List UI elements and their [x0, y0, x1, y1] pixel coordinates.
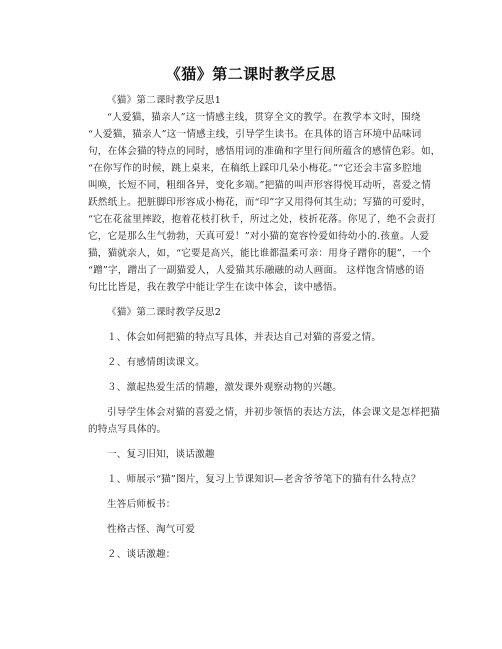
paragraph-line: “蹭”字，蹭出了一副猫爱人，人爱猫其乐融融的动人画面。 这样饱含情感的语 — [88, 265, 425, 276]
board-text: 性格古怪、淘气可爱 — [107, 524, 196, 535]
section2-heading: 《猫》第二课时教学反思2 — [107, 307, 222, 318]
goal-item: ３、激起热爱生活的情趣，激发课外观察动物的兴趣。 — [107, 382, 343, 393]
paragraph-line: “在你写作的时候，跳上桌来，在稿纸上踩印几朵小梅花。”“它还会丰富多腔地 — [88, 163, 422, 174]
paragraph-line: “人爱猫，猫亲人”这一情感主线，引导学生读书。在具体的语言环境中品味词 — [88, 129, 422, 140]
document-body — [88, 92, 441, 563]
paragraph-line: “它在花盆里摔跤，抱着花枝打秋千，所过之处，枝折花落。你见了，绝不会责打 — [88, 214, 436, 225]
paragraph-line: 猫，猫就亲人，如，“它要是高兴，能比谁都温柔可亲：用身子蹭你的腿”，一个 — [88, 248, 432, 259]
document-title: 《猫》第二课时教学反思 — [165, 65, 337, 83]
answer-label: 生答后师板书： — [107, 499, 176, 510]
paragraph-line: 句，在体会猫的特点的同时，感悟用词的准确和字里行间所蕴含的感情色彩。如， — [88, 146, 441, 157]
step1-item: ２、谈话激趣： — [107, 549, 176, 560]
section1-paragraph — [88, 109, 441, 296]
paragraph-line: 的特点写具体的。 — [88, 424, 167, 435]
goal-item: ２、有感情朗读课文。 — [107, 357, 205, 368]
paragraph-line: 引导学生体会对猫的喜爱之情，并初步领悟的表达方法，体会课文是怎样把猫 — [107, 407, 440, 418]
step1-item: １、师展示“猫”图片，复习上节课知识—老舍爷爷笔下的猫有什么特点？ — [107, 474, 421, 485]
paragraph-line: “人爱猫，猫亲人”这一情感主线，贯穿全文的教学。在教学本文时，围绕 — [107, 112, 421, 123]
paragraph-line: 跃然纸上。把脏脚印形容成小梅花，而“印”字又用得何其生动；写猫的可爱时， — [88, 197, 432, 208]
guide-paragraph — [88, 404, 440, 438]
paragraph-line: 它，它是那么生气勃勃，天真可爱！”对小猫的宽容怜爱如待幼小的.孩童。人爱 — [88, 231, 430, 242]
paragraph-line: 句比比皆是，我在教学中能让学生在读中体会，读中感悟。 — [88, 282, 343, 293]
paragraph-line: 叫唤，长短不同，粗细各异，变化多端。”把猫的叫声形容得悦耳动听，喜爱之情 — [88, 180, 432, 191]
step1-heading: 一、复习旧知，谈话激趣 — [107, 449, 215, 460]
section1-heading: 《猫》第二课时教学反思1 — [107, 95, 222, 106]
goal-item: １、体会如何把猫的特点写具体，并表达自己对猫的喜爱之情。 — [107, 332, 382, 343]
